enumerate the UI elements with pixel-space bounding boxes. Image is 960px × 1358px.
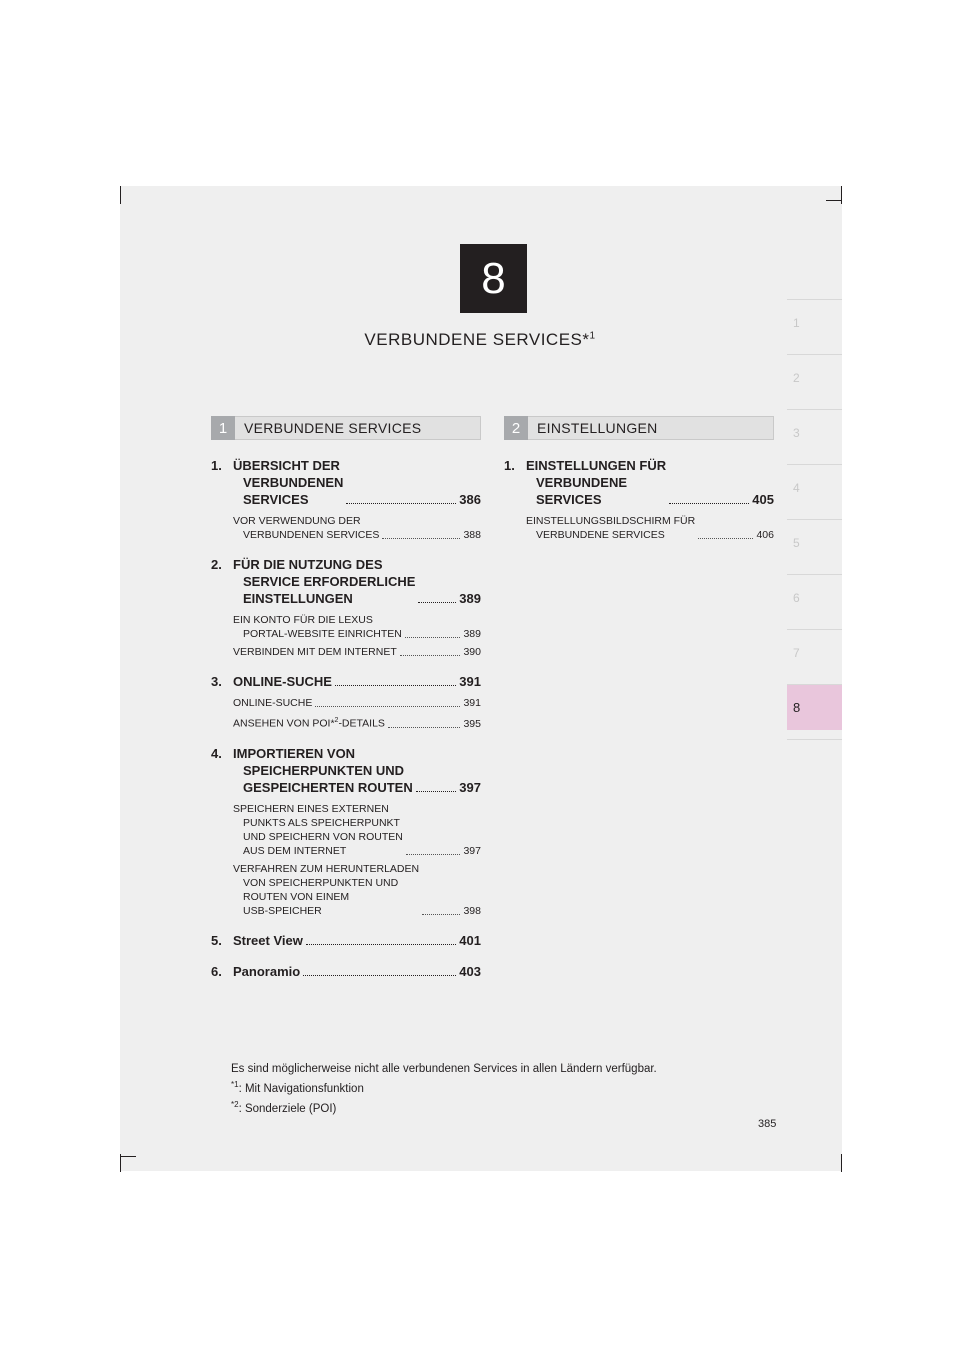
- section-number: 2: [504, 416, 528, 440]
- toc-page-number[interactable]: 389: [459, 591, 481, 606]
- footnote-2: [231, 1097, 657, 1117]
- toc-sub-page-number[interactable]: 406: [756, 529, 774, 541]
- toc-entry[interactable]: [211, 673, 481, 731]
- toc-sub-label: SPEICHERN EINES EXTERNEN PUNKTS ALS SPEICHERPUNKT UND SPEICHERN VON ROUTEN AUS DEM INTERNET: [233, 802, 403, 857]
- footnotes: [231, 1062, 657, 1117]
- crop-mark: [841, 1154, 842, 1172]
- toc-entry[interactable]: [211, 745, 481, 918]
- toc-entry-label: ONLINE-SUCHE: [233, 674, 332, 689]
- toc-sub-page-number[interactable]: 391: [463, 697, 481, 709]
- footnote-2-mark: *2: [231, 1099, 239, 1109]
- toc-entry-number: 1.: [504, 458, 515, 473]
- toc-entry-number: 3.: [211, 674, 222, 689]
- toc-entry-number: 2.: [211, 557, 222, 572]
- toc-entry-label: ÜBERSICHT DER VERBUNDENEN SERVICES: [233, 458, 344, 507]
- toc-page-number[interactable]: 397: [459, 779, 481, 795]
- dot-leader: [382, 538, 460, 539]
- page-number: 385: [758, 1118, 777, 1130]
- toc-sub-label: ANSEHEN VON POI*$^2$-DETAILS: [233, 717, 385, 730]
- dot-leader: [388, 727, 461, 728]
- dot-leader: [400, 655, 461, 656]
- dot-leader: [303, 975, 456, 976]
- chapter-tab-3[interactable]: 3: [787, 409, 842, 455]
- dot-leader: [405, 637, 461, 638]
- toc-sub-page-number[interactable]: 390: [463, 646, 481, 658]
- toc-column-right: [504, 457, 774, 554]
- toc-sub-entry[interactable]: [233, 714, 481, 731]
- toc-entry-label: IMPORTIEREN VON SPEICHERPUNKTEN UND GESPEICHERTEN ROUTEN: [233, 745, 413, 795]
- section-header-2: [504, 416, 774, 440]
- toc-sub-list: [233, 613, 481, 659]
- dot-leader: [416, 791, 457, 792]
- toc-sub-label: VERBINDEN MIT DEM INTERNET: [233, 646, 397, 658]
- toc-page-number[interactable]: 391: [459, 674, 481, 689]
- toc-sub-label: EIN KONTO FÜR DIE LEXUS PORTAL-WEBSITE EINRICHTEN: [233, 614, 402, 640]
- chapter-number-box: 8: [460, 244, 527, 313]
- toc-page-number[interactable]: 386: [459, 492, 481, 507]
- toc-main-entry[interactable]: [211, 932, 481, 949]
- dot-leader: [335, 685, 456, 686]
- toc-sub-page-number[interactable]: 389: [463, 628, 481, 640]
- chapter-tab-5[interactable]: 5: [787, 519, 842, 565]
- chapter-title: [230, 330, 730, 350]
- dot-leader: [306, 944, 456, 945]
- toc-sub-list: [526, 514, 774, 542]
- toc-entry-number: 6.: [211, 963, 222, 979]
- crop-mark: [841, 186, 842, 204]
- toc-entry[interactable]: [211, 457, 481, 542]
- toc-main-entry[interactable]: [211, 745, 481, 796]
- chapter-tab-blank[interactable]: [787, 739, 842, 765]
- toc-sub-list: [233, 802, 481, 918]
- toc-sub-list: [233, 514, 481, 542]
- toc-sub-label: VOR VERWENDUNG DER VERBUNDENEN SERVICES: [233, 515, 380, 541]
- toc-sub-page-number[interactable]: 397: [463, 844, 481, 857]
- toc-entry-number: 1.: [211, 458, 222, 473]
- toc-column-left: [211, 457, 481, 992]
- chapter-tab-2[interactable]: 2: [787, 354, 842, 400]
- dot-leader: [422, 914, 460, 915]
- toc-sub-label: EINSTELLUNGSBILDSCHIRM FÜR VERBUNDENE SERVICES: [526, 515, 696, 541]
- toc-sub-page-number[interactable]: 388: [463, 529, 481, 541]
- dot-leader: [698, 538, 753, 539]
- toc-sub-entry[interactable]: [233, 613, 481, 641]
- toc-entry[interactable]: [211, 556, 481, 659]
- chapter-tab-1[interactable]: 1: [787, 299, 842, 345]
- chapter-tab-7[interactable]: 7: [787, 629, 842, 675]
- toc-sub-list: [233, 696, 481, 731]
- toc-main-entry[interactable]: [211, 673, 481, 690]
- chapter-tab-6[interactable]: 6: [787, 574, 842, 620]
- toc-entry[interactable]: [211, 963, 481, 980]
- toc-entry-number: 5.: [211, 932, 222, 948]
- toc-sub-page-number[interactable]: 395: [463, 717, 481, 730]
- toc-sub-entry[interactable]: [233, 645, 481, 659]
- toc-sub-entry[interactable]: [526, 514, 774, 542]
- toc-entry-label: EINSTELLUNGEN FÜR VERBUNDENE SERVICES: [526, 458, 667, 507]
- toc-entry[interactable]: [211, 932, 481, 949]
- section-title: VERBUNDENE SERVICES: [244, 420, 422, 436]
- toc-page-number[interactable]: 401: [459, 932, 481, 948]
- toc-entry[interactable]: [504, 457, 774, 542]
- toc-entry-label: FÜR DIE NUTZUNG DES SERVICE ERFORDERLICHE EINSTELLUNGEN: [233, 557, 416, 606]
- toc-entry-number: 4.: [211, 745, 222, 761]
- crop-mark: [120, 186, 121, 204]
- section-header-1: [211, 416, 481, 440]
- toc-sub-entry[interactable]: [233, 802, 481, 858]
- footnote-1: [231, 1077, 657, 1097]
- toc-main-entry[interactable]: [211, 457, 481, 508]
- chapter-title-text: VERBUNDENE SERVICES*: [364, 330, 590, 349]
- chapter-tab-8[interactable]: 8: [787, 684, 842, 730]
- chapter-tab-4[interactable]: 4: [787, 464, 842, 510]
- footnote-2-text: : Sonderziele (POI): [238, 1102, 337, 1115]
- section-number: 1: [211, 416, 235, 440]
- toc-main-entry[interactable]: [211, 963, 481, 980]
- crop-mark: [826, 200, 842, 201]
- dot-leader: [346, 503, 456, 504]
- toc-page-number[interactable]: 405: [752, 492, 774, 507]
- toc-entry-label: Street View: [233, 932, 303, 948]
- footnote-1-mark: *1: [231, 1080, 239, 1089]
- toc-sub-entry[interactable]: [233, 862, 481, 918]
- dot-leader: [315, 706, 460, 707]
- toc-main-entry[interactable]: [504, 457, 774, 508]
- chapter-title-footnote-mark: 1: [589, 330, 596, 342]
- footnote-1-text: : Mit Navigationsfunktion: [238, 1082, 364, 1095]
- toc-page-number[interactable]: 403: [459, 963, 481, 979]
- availability-note: Es sind möglicherweise nicht alle verbundenen Services in allen Ländern verfügbar.: [231, 1063, 657, 1075]
- toc-sub-entry[interactable]: [233, 696, 481, 710]
- section-title: EINSTELLUNGEN: [537, 420, 658, 436]
- dot-leader: [669, 503, 749, 504]
- crop-mark: [120, 1156, 136, 1157]
- dot-leader: [418, 602, 456, 603]
- toc-sub-label: ONLINE-SUCHE: [233, 697, 313, 709]
- toc-main-entry[interactable]: [211, 556, 481, 607]
- toc-sub-label: VERFAHREN ZUM HERUNTERLADEN VON SPEICHERPUNKTEN UND ROUTEN VON EINEM USB-SPEICHER: [233, 862, 420, 917]
- dot-leader: [406, 854, 461, 855]
- toc-sub-page-number[interactable]: 398: [463, 904, 481, 917]
- toc-entry-label: Panoramio: [233, 963, 301, 979]
- toc-sub-entry[interactable]: [233, 514, 481, 542]
